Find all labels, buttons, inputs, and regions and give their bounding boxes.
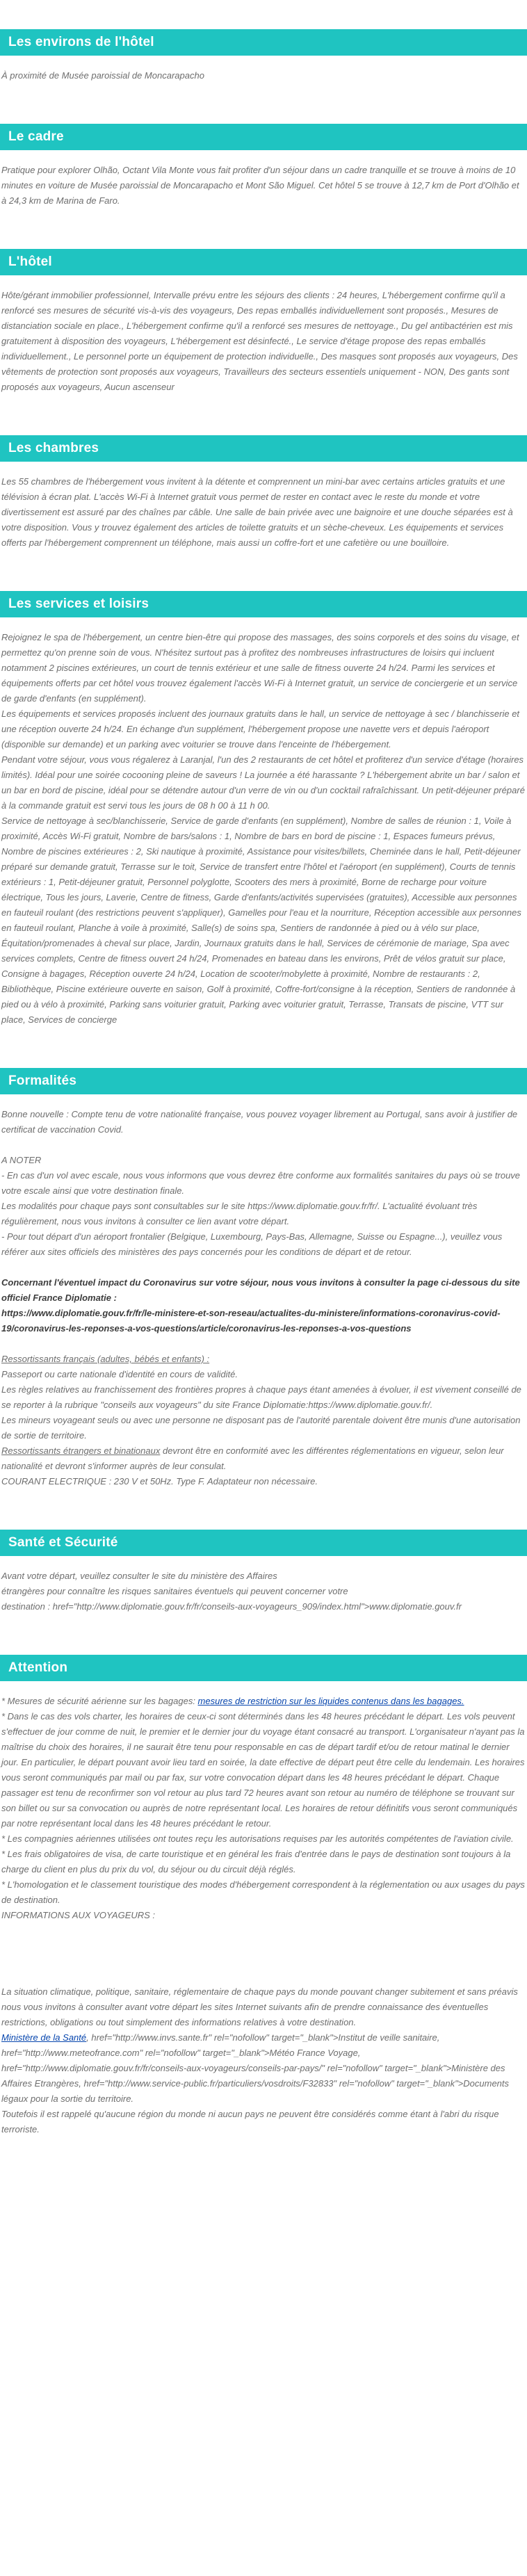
section-content-hotel [0,288,527,395]
section-content-chambres [0,474,527,551]
section-hotel [0,249,527,395]
section-content-services [0,630,527,1028]
visa-fees-text: * Les frais obligatoires de visa, de carte touristique et en général les frais d'entrée dans le pays de destination sont toujours à la charge du client en plus du prix du vol, du séjour ou du circuit déjà réglés. [1,1849,511,1874]
travelers-info-title: INFORMATIONS AUX VOYAGEURS : [1,1910,156,1920]
sante-line: Avant votre départ, veuillez consulter le site du ministère des Affaires [1,1571,277,1581]
minors-text: Les mineurs voyageant seuls ou avec une personne ne disposant pas de l'autorité parentale doivent être munis d'une autorisation de sortie de territoire. [1,1415,521,1441]
paragraph: Les 55 chambres de l'hébergement vous invitent à la détente et comprennent un mini-bar avec certains articles gratuits et une télévision à écran plat. L'accès Wi-Fi à Internet gratuit vous permet de rester en contact avec le reste du monde et votre divertissement est assuré par des chaînes par câble. Une salle de bain privée avec une baignoire et une douche séparées est à votre disposition. Vous y trouvez également des articles de toilette gratuits et un sèche-cheveux. Les équipements et services offerts par l'hébergement comprennent un téléphone, mais aussi un coffre-fort et une cafetière ou une bouilloire. [1,476,513,548]
sante-line: destination : href="http://www.diplomatie.gouv.fr/fr/conseils-aux-voyageurs_909/index.html">www.diplomatie.gouv.fr [1,1601,462,1612]
formalites-intro: Bonne nouvelle : Compte tenu de votre nationalité française, vous pouvez voyager librement au Portugal, sans avoir à justifier de certificat de vaccination Covid. [1,1109,518,1135]
section-heading-services: Les services et loisirs [0,591,527,617]
section-heading-hotel: L'hôtel [0,249,527,275]
section-content-environs [0,68,527,83]
section-heading-chambres: Les chambres [0,435,527,462]
airlines-text: * Les compagnies aériennes utilisées ont toutes reçu les autorisations requises par les autorités compétentes de l'aviation civile. [1,1833,514,1844]
section-content-attention [0,1694,527,2137]
official-sites-rest: , href="http://www.invs.sante.fr" rel="nofollow" target="_blank">Institut de veille sanitaire, href="http://www.meteofrance.com" rel="nofollow" target="_blank">Météo France Voyage, href="http://www.diplomatie.gouv.fr/fr/conseils-aux-voyageurs/conseils-par-pays/" rel="nofollow" target="_blank">Ministère des Affaires Etrangères, href="http://www.service-public.fr/particuliers/vosdroits/F32833" rel="nofollow" target="_blank">Documents légaux pour la sortie du territoire. [1,2032,510,2104]
charter-flights-text: * Dans le cas des vols charter, les horaires de ceux-ci sont déterminés dans les 48 heures précédant le départ. Les vols peuvent s'effectuer de jour comme de nuit, le premier et le dernier jour du voyage étant consacré au transport. L'organisateur n'ayant pas la maîtrise du choix des horaires, il ne saurait être tenu pour responsable en cas de départ tardif et/ou de retour matinal le dernier jour. En particulier, le départ pouvant avoir lieu tard en soirée, la date effective de départ peut être celle du lendemain. Les horaires vous seront communiqués par mail ou par fax, sur votre convocation départ dans les 48 heures précédant le départ. Chaque passager est tenu de reconfirmer son vol retour au plus tard 72 heures avant son retour au numéro de téléphone se trouvant sur son billet ou sur sa convocation ou auprès de notre représentant local. Les horaires de retour définitifs vous seront communiqués par notre représentant local dans les 48 heures précédant le retour. [1,1711,525,1829]
situation-line: nous vous invitons à consulter avant votre départ les sites Internet suivants afin de prendre connaissance des éventuelles restrictions, obligations ou tout simplement des informations relatives à votre destination. [1,2002,489,2027]
section-formalites [0,1068,527,1489]
french-nationals-block [1,1352,526,1382]
homologation-text: * L'homologation et le classement touristique des modes d'hébergement correspondent à la réglementation ou aux usages du pays de destination. [1,1879,525,1905]
terrorism-risk-text: Toutefois il est rappelé qu'aucune région du monde ni aucun pays ne peuvent être considérés comme étant à l'abri du risque terroriste. [1,2109,499,2134]
covid-notice-block [1,1275,526,1336]
foreign-nationals-title: Ressortissants étrangers et binationaux [1,1445,161,1456]
section-environs [0,29,527,83]
section-heading-environs: Les environs de l'hôtel [0,29,527,56]
electric-current: COURANT ELECTRIQUE : 230 V et 50Hz. Type F. Adaptateur non nécessaire. [1,1476,318,1487]
situation-block [1,1984,526,2030]
section-chambres [0,435,527,551]
section-sante [0,1530,527,1614]
section-services [0,591,527,1028]
paragraph: Hôte/gérant immobilier professionnel, Intervalle prévu entre les séjours des clients : 24 heures, L'hébergement confirme qu'il a renforcé ses mesures de sécurité vis-à-vis des voyageurs, Des repas emballés individuellement sont proposés., Mesures de distanciation sociale en place., L'hébergement confirme qu'il a renforcé ses mesures de nettoyage., Du gel antibactérien est mis gratuitement à disposition des voyageurs, L'hébergement est désinfecté., Le service d'étage propose des repas emballés individuellement., Le personnel porte un équipement de protection individuelle., Des masques sont proposés aux voyageurs, Des vêtements de protection sont proposés aux voyageurs, Travailleurs des secteurs essentiels uniquement - NON, Des gants sont proposés aux voyageurs, Aucun ascenseur [1,290,518,392]
section-cadre [0,124,527,209]
section-attention [0,1655,527,2137]
paragraph: Les équipements et services proposés incluent des journaux gratuits dans le hall, un service de nettoyage à sec / blanchisserie et une réception ouverte 24 h/24. En échange d'un supplément, l'hébergement propose une navette vers et depuis l'aéroport (disponible sur demande) et un parking avec voiturier se trouve dans l'enceinte de l'hébergement. [1,708,520,750]
section-heading-formalites: Formalités [0,1068,527,1094]
note-line: - Pour tout départ d'un aéroport frontalier (Belgique, Luxembourg, Pays-Bas, Allemagne, Suisse ou Espagne...), veuillez vous référer aux sites officiels des ministères des pays concernés pour les conditions de départ et de retour. [1,1231,503,1257]
foreign-nationals-rest: devront être en conformité avec les différentes réglementations en vigueur, selon leur nationalité et devront s'informer auprès de leur consulat. [1,1445,504,1471]
paragraph: À proximité de Musée paroissial de Moncarapacho [1,70,204,81]
borders-text: Les règles relatives au franchissement des frontières propres à chaque pays étant amenées à évoluer, il est vivement conseillé de se reporter à la rubrique "conseils aux voyageurs" du site France Diplomatie:https://www.diplomatie.gouv.fr/. [1,1384,521,1410]
section-content-formalites [0,1107,527,1489]
section-heading-cadre: Le cadre [0,124,527,150]
paragraph: Pratique pour explorer Olhão, Octant Vila Monte vous fait profiter d'un séjour dans un cadre tranquille et se trouve à moins de 10 minutes en voiture de Musée paroissial de Moncarapacho et Mont São Miguel. Cet hôtel 5 se trouve à 12,7 km de Port d'Olhão et à 24,3 km de Marina de Faro. [1,165,519,206]
covid-notice: Concernant l'éventuel impact du Coronavirus sur votre séjour, nous vous invitons à consulter la page ci-dessous du site officiel France Diplomatie : [1,1277,520,1303]
section-heading-attention: Attention [0,1655,527,1681]
section-heading-sante: Santé et Sécurité [0,1530,527,1556]
luggage-rule [1,1694,526,1709]
covid-url: https://www.diplomatie.gouv.fr/fr/le-ministere-et-son-reseau/actualites-du-ministere/informations-coronavirus-covid-19/coronavirus-les-reponses-a-vos-questions/article/coronavirus-les-reponses-a-vos-questions [1,1308,501,1334]
french-nationals-title: Ressortissants français (adultes, bébés et enfants) : [1,1354,210,1364]
liquids-restriction-link[interactable]: mesures de restriction sur les liquides contenus dans les bagages. [197,1696,464,1706]
note-block [1,1153,526,1260]
note-line: Les modalités pour chaque pays sont consultables sur le site https://www.diplomatie.gouv.fr/fr/. L'actualité évoluant très régulièrement, nous vous invitons à consulter ce lien avant votre départ. [1,1201,478,1226]
sante-line: étrangères pour connaître les risques sanitaires éventuels qui peuvent concerner votre [1,1586,348,1596]
official-sites-text [1,2030,526,2107]
luggage-prefix: * Mesures de sécurité aérienne sur les bagages: [1,1696,198,1706]
health-ministry-link[interactable]: Ministère de la Santé [1,2032,87,2043]
amenities-list: Service de nettoyage à sec/blanchisserie, Service de garde d'enfants (en supplément), Nombre de salles de réunion : 1, Voile à proximité, Accès Wi-Fi gratuit, Nombre de bars/salons : 1, Nombre de bars en bord de piscine : 1, Espaces fumeurs prévus, Nombre de piscines extérieures : 2, Ski nautique à proximité, Assistance pour visites/billets, Cheminée dans le hall, Petit-déjeuner préparé sur demande gratuit, Terrasse sur le toit, Service de transfert entre l'hôtel et l'aéroport (en supplément), Courts de tennis extérieurs : 1, Petit-déjeuner gratuit, Personnel polyglotte, Scooters des mers à proximité, Borne de recharge pour voiture électrique, Tous les jours, Laverie, Centre de fitness, Garde d'enfants/activités supervisées (gratuites), Accessible aux personnes en fauteuil roulant (des restrictions peuvent s'appliquer), Gamelles pour l'eau et la nourriture, Réception accessible aux personnes en fauteuil roulant, Planche à voile à proximité, Salle(s) de soins spa, Sentiers de randonnée à pied ou à vélo sur place, Équitation/promenades à cheval sur place, Jardin, Journaux gratuits dans le hall, Services de cérémonie de mariage, Spa avec services complets, Centre de fitness ouvert 24 h/24, Promenades en bateau dans les environs, Prêt de vélos gratuit sur place, Consigne à bagages, Réception ouverte 24 h/24, Location de scooter/mobylette à proximité, Nombre de restaurants : 2, Bibliothèque, Piscine extérieure ouverte en saison, Golf à proximité, Coffre-fort/consigne à la réception, Sentiers de randonnée à pied ou à vélo à proximité, Parking sans voiturier gratuit, Parking avec voiturier gratuit, Terrasse, Transats de piscine, VTT sur place, Services de concierge [1,816,521,1025]
note-line: - En cas d'un vol avec escale, nous vous informons que vous devrez être conforme aux formalités sanitaires du pays où se trouve votre escale ainsi que votre destination finale. [1,1170,521,1196]
section-content-sante [0,1569,527,1614]
french-nationals-text: Passeport ou carte nationale d'identité en cours de validité. [1,1369,238,1379]
section-content-cadre [0,163,527,209]
foreign-nationals-text [1,1443,526,1474]
paragraph: Rejoignez le spa de l'hébergement, un centre bien-être qui propose des massages, des soins corporels et des soins du visage, et permettez qu'on prenne soin de vous. N'hésitez surtout pas à profitez des nombreuses infrastructures de loisirs qui incluent notamment 2 piscines extérieures, un court de tennis extérieur et une salle de fitness ouverte 24 h/24. Parmi les services et équipements offerts par cet hôtel vous trouvez également l'accès Wi-Fi à Internet gratuit, un service de conciergerie et un service de garde d'enfants (en supplément). [1,632,519,704]
paragraph: Pendant votre séjour, vous vous régalerez à Laranjal, l'un des 2 restaurants de cet hôtel et profiterez d'un service d'étage (horaires limités). Idéal pour une soirée cocooning pleine de saveurs ! La journée a été harassante ? L'hébergement abrite un bar / salon et un bar en bord de piscine, idéal pour se détendre autour d'un verre de vin ou d'un cocktail rafraîchissant. Un petit-déjeuner préparé à la commande gratuit est servi tous les jours de 08 h 00 à 11 h 00. [1,754,525,811]
situation-line: La situation climatique, politique, sanitaire, réglementaire de chaque pays du monde pouvant changer subitement et sans préavis [1,1986,518,1997]
note-title: A NOTER [1,1155,42,1165]
